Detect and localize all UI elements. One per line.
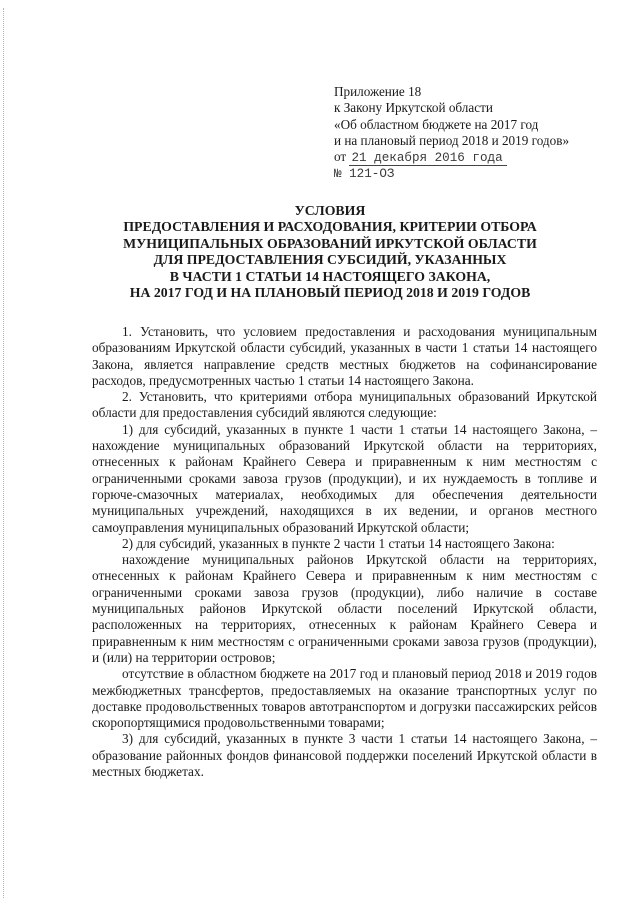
heading-line-6: НА 2017 ГОД И НА ПЛАНОВЫЙ ПЕРИОД 2018 И 2019 ГОДОВ [129, 285, 531, 301]
scan-edge-line [3, 8, 5, 898]
appendix-law-name-2: и на плановый период 2018 и 2019 годов» [334, 132, 570, 148]
date-prefix: от [334, 149, 347, 165]
law-date: 21 декабря 2016 года [349, 151, 506, 166]
paragraph-1: 1. Установить, что условием предоставления и расходования муниципальным образованиям Иркутской области субсидий, указанных в части 1 статьи 14 настоящего Закона, является направление средств местных бюджетов на софинансирование расходов, предусмотренных частью 1 статьи 14 настоящего Закона. [92, 324, 597, 388]
appendix-law-name-1: «Об областном бюджете на 2017 год [334, 116, 539, 132]
appendix-law-ref: к Закону Иркутской области [334, 100, 493, 116]
paragraph-criterion-2b: отсутствие в областном бюджете на 2017 год и плановый период 2018 и 2019 годов межбюджетных трансфертов, предоставляемых на оказание транспортных услуг по доставке продовольственных товаров автотранспортом и догрузки пассажирских рейсов скоропортящимися продовольственными товарами; [92, 666, 597, 731]
document-body [92, 324, 597, 780]
paragraph-criterion-3: 3) для субсидий, указанных в пункте 3 части 1 статьи 14 настоящего Закона, – образование районных фондов финансовой поддержки поселений Иркутской области в местных бюджетах. [92, 731, 597, 780]
appendix-title: Приложение 18 [334, 84, 422, 99]
paragraph-criterion-2: 2) для субсидий, указанных в пункте 2 части 1 статьи 14 настоящего Закона: [122, 535, 555, 551]
heading-line-1: УСЛОВИЯ [294, 203, 366, 218]
heading-line-5: В ЧАСТИ 1 СТАТЬИ 14 НАСТОЯЩЕГО ЗАКОНА, [169, 268, 491, 284]
document-heading [60, 203, 600, 301]
paragraph-criterion-2a: нахождение муниципальных районов Иркутской области на территориях, отнесенных к районам Крайнего Севера и приравненным к ним местностям с ограниченными сроками завоза грузов (продукции), либо наличие в составе муниципальных районов Иркутской области поселений Иркутской области, расположенных на территориях, отнесенных к районам Крайнего Севера и приравненным к ним местностям с ограниченными сроками завоза грузов (продукции), и (или) на территории островов; [92, 552, 597, 665]
paragraph-criterion-1: 1) для субсидий, указанных в пункте 1 части 1 статьи 14 настоящего Закона, – нахождение муниципальных образований Иркутской области на территориях, отнесенных к районам Крайнего Севера и приравненным к ним местностям с ограниченными сроками завоза грузов (продукции), и их нуждаемость в топливе и горюче-смазочных материалах, необходимых для обеспечения деятельности муниципальных учреждений, находящихся в их ведении, и органов местного самоуправления муниципальных образований Иркутской области; [92, 421, 597, 535]
law-number: № 121-ОЗ [334, 167, 395, 182]
heading-line-3: МУНИЦИПАЛЬНЫХ ОБРАЗОВАНИЙ ИРКУТСКОЙ ОБЛАСТИ [123, 235, 537, 251]
paragraph-2: 2. Установить, что критериями отбора муниципальных образований Иркутской области для предоставления субсидий являются следующие: [92, 389, 597, 421]
appendix-header [334, 84, 624, 183]
heading-line-4: ДЛЯ ПРЕДОСТАВЛЕНИЯ СУБСИДИЙ, УКАЗАННЫХ [153, 252, 507, 268]
heading-line-2: ПРЕДОСТАВЛЕНИЯ И РАСХОДОВАНИЯ, КРИТЕРИИ ОТБОРА [123, 219, 537, 235]
appendix-date-line [334, 149, 624, 166]
